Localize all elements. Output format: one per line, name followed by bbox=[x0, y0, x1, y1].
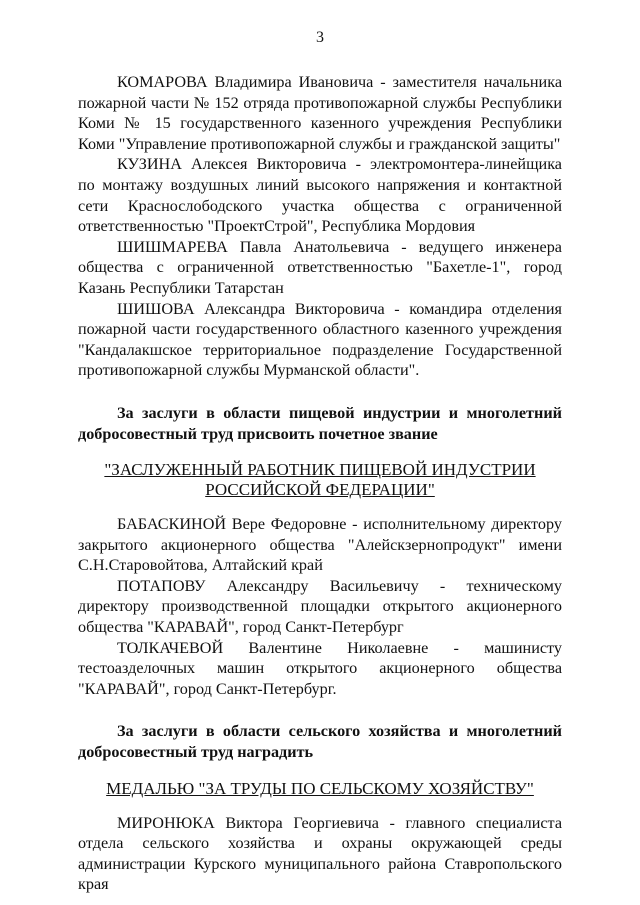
text-line: ответственностью "ПроектСтрой", Республика Мордовия bbox=[78, 217, 476, 236]
text-line: За заслуги в области пищевой индустрии и многолетний bbox=[117, 403, 562, 422]
award-entry-shishmarev bbox=[78, 237, 562, 299]
text-line: администрации Курского муниципального района Ставропольского bbox=[78, 854, 562, 873]
text-line: За заслуги в области сельского хозяйства и многолетний bbox=[117, 722, 562, 741]
document-body bbox=[78, 72, 562, 895]
text-line: ТОЛКАЧЕВОЙ Валентине Николаевне - машинисту bbox=[117, 638, 562, 657]
text-line: директору производственной площадки открытого акционерного bbox=[78, 597, 562, 616]
text-line: сети Краснослободского участка общества с ограниченной bbox=[78, 196, 562, 215]
text-line: С.Н.Старовойтова, Алтайский край bbox=[78, 556, 323, 575]
text-line: края bbox=[78, 875, 109, 894]
text-line: ШИШОВА Александра Викторовича - командира отделения bbox=[117, 299, 562, 318]
text-line: КУЗИНА Алексея Викторовича - электромонтера-линейщика bbox=[117, 155, 562, 174]
text-line: Коми № 15 государственного казенного учреждения Республики bbox=[78, 114, 562, 133]
text-line: Коми "Управление противопожарной службы и гражданской защиты" bbox=[78, 134, 561, 153]
text-line: ШИШМАРЕВА Павла Анатольевича - ведущего инженера bbox=[117, 237, 562, 256]
text-line: тестоазделочных машин открытого акционерного общества bbox=[78, 659, 562, 678]
text-line: Казань Республики Татарстан bbox=[78, 278, 284, 297]
award-entry-potapov bbox=[78, 576, 562, 638]
award-entry-tolkacheva bbox=[78, 638, 562, 700]
text-line: по монтажу воздушных линий высокого напряжения и контактной bbox=[78, 175, 562, 194]
text-line: ПОТАПОВУ Александру Васильевичу - техническому bbox=[117, 576, 562, 595]
text-line: "КАРАВАЙ", город Санкт-Петербург. bbox=[78, 679, 337, 698]
text-line: пожарной части государственного областного казенного учреждения bbox=[78, 320, 562, 339]
text-line: "Кандалакшское территориальное подразделение Государственной bbox=[78, 340, 562, 359]
decree-agriculture bbox=[78, 721, 562, 762]
text-line: БАБАСКИНОЙ Вере Федоровне - исполнительному директору bbox=[117, 515, 562, 534]
text-line: пожарной части № 152 отряда противопожарной службы Республики bbox=[78, 93, 562, 112]
text-line: общества "КАРАВАЙ", город Санкт-Петербург bbox=[78, 618, 404, 637]
text-line: отдела сельского хозяйства и охраны окружающей среды bbox=[78, 834, 562, 853]
title-line: РОССИЙСКОЙ ФЕДЕРАЦИИ" bbox=[205, 480, 435, 500]
award-entry-babaskina bbox=[78, 514, 562, 576]
text-line: закрытого акционерного общества "Алейскзернопродукт" имени bbox=[78, 535, 562, 554]
decree-food-industry bbox=[78, 403, 562, 444]
title-line: МЕДАЛЬЮ "ЗА ТРУДЫ ПО СЕЛЬСКОМУ ХОЗЯЙСТВУ" bbox=[106, 778, 534, 798]
award-entry-kuzin bbox=[78, 154, 562, 236]
text-line: противопожарной службы Мурманской области". bbox=[78, 361, 420, 380]
text-line: МИРОНЮКА Виктора Георгиевича - главного специалиста bbox=[117, 813, 562, 832]
text-line: добросовестный труд наградить bbox=[78, 743, 314, 762]
title-line: "ЗАСЛУЖЕННЫЙ РАБОТНИК ПИЩЕВОЙ ИНДУСТРИИ bbox=[104, 460, 536, 480]
text-line: добросовестный труд присвоить почетное звание bbox=[78, 424, 438, 443]
award-title-food-industry bbox=[78, 460, 562, 500]
award-entry-mironyuk bbox=[78, 813, 562, 895]
award-entry-shishov bbox=[78, 299, 562, 381]
award-entry-komarov bbox=[78, 72, 562, 154]
page-number: 3 bbox=[316, 29, 324, 46]
text-line: общества с ограниченной ответственностью "Бахетле-1", город bbox=[78, 258, 562, 277]
award-title-agriculture-medal bbox=[78, 779, 562, 799]
text-line: КОМАРОВА Владимира Ивановича - заместителя начальника bbox=[117, 73, 562, 91]
